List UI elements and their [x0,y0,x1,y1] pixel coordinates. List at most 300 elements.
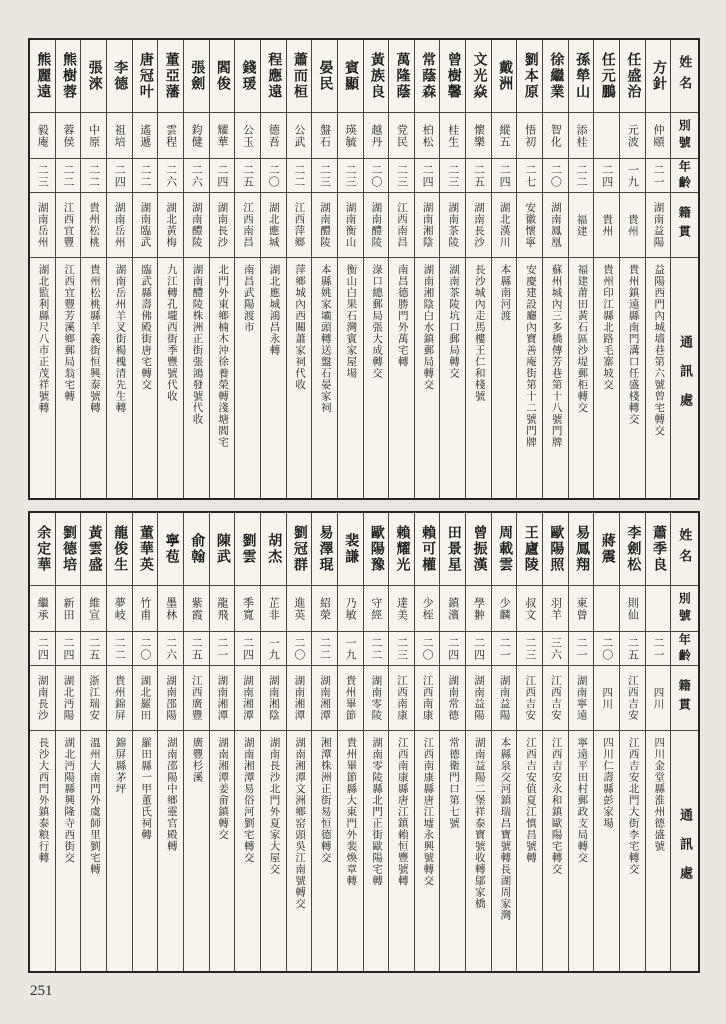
person-column [363,513,389,971]
person-native [594,193,619,258]
person-age [440,159,465,193]
person-age [440,632,465,666]
person-address-text: 貴州畢節縣大東門外裴煥章轉 [345,737,357,887]
person-alias [569,586,594,632]
person-alias-text: 耀華 [215,123,228,148]
person-name [543,40,568,113]
person-address [261,731,286,971]
header-native-label-text: 籍貫 [677,206,692,244]
person-column [55,40,81,498]
person-native-text: 貴州 [626,213,638,237]
person-age-text: 一九 [267,636,280,661]
person-alias [543,113,568,159]
person-age-text: 二〇 [292,636,305,661]
person-age [517,632,542,666]
person-name-text: 蕭季良 [651,525,667,573]
person-name [235,40,260,113]
person-native-text: 貴州畢節 [344,675,356,721]
person-address-text: 湖南益陽二堡祥泰寶號收轉鄔家橋 [473,737,485,910]
person-age-text: 二七 [523,163,536,188]
person-address [261,258,286,498]
person-native [620,666,645,731]
person-address-text: 湖南湘潭易俗河劉宅轉交 [242,737,254,864]
person-column [337,513,363,971]
person-age-text: 二四 [61,636,74,661]
person-address [466,258,491,498]
person-native-text: 安徽懷寧 [524,202,536,248]
directory-table-top [28,38,700,500]
person-alias-text: 公玉 [241,123,254,148]
person-name [389,513,414,586]
person-column [439,40,465,498]
header-column [670,513,698,971]
person-name-text: 熊樹蓉 [60,52,76,100]
header-address-label [671,258,698,498]
person-name-text: 易澤琨 [317,525,333,573]
person-age-text: 二四 [472,636,485,661]
person-column [542,40,568,498]
person-name-text: 唐冠叶 [137,52,153,100]
person-name [440,40,465,113]
person-name [338,40,363,113]
person-alias [543,586,568,632]
person-alias-text: 鎮濱 [446,596,459,621]
person-name-text: 余定華 [35,525,51,573]
person-age [466,632,491,666]
person-age [30,159,55,193]
person-name [620,40,645,113]
person-alias [261,113,286,159]
person-native-text: 湖南岳州 [113,202,125,248]
header-address-label-text: 通訊處 [677,334,693,422]
header-native-label [671,193,698,258]
person-native [210,193,235,258]
person-address [389,258,414,498]
person-address-text: 寧遠平田村郵政支局轉交 [576,737,588,864]
person-name [338,513,363,586]
person-name [517,513,542,586]
person-address [158,731,183,971]
person-native-text: 江西宜豐 [62,202,74,248]
person-name [517,40,542,113]
person-alias-text: 桂生 [446,123,459,148]
person-alias [594,113,619,159]
person-address [389,731,414,971]
person-name-text: 董華英 [137,525,153,573]
person-address-text: 湖北沔陽縣興隆寺西街交 [63,737,75,864]
header-native-label-text: 籍貫 [677,679,692,717]
person-native [569,193,594,258]
person-alias-text: 達美 [395,596,408,621]
person-name [287,40,312,113]
header-alias-label-text: 別號 [677,591,692,626]
person-age-text: 二一 [652,163,665,188]
person-age [646,632,671,666]
person-address-text: 湖南岳州羊叉街楊槐清先生轉 [114,264,126,414]
person-age-text: 二三 [395,636,408,661]
person-address [30,731,55,971]
person-name-text: 劉本原 [522,52,538,100]
person-native [440,193,465,258]
person-name-text: 任盛治 [625,52,641,100]
person-native [569,666,594,731]
person-name-text: 賴可權 [420,525,436,573]
person-address-text: 四川仁壽縣彭家場 [601,737,613,829]
person-address [466,731,491,971]
person-age-text: 二一 [575,636,588,661]
person-alias [646,586,671,632]
person-age-text: 二四 [498,163,511,188]
person-alias-text: 學翀 [472,596,485,621]
person-address [492,258,517,498]
person-age [210,632,235,666]
person-age [312,159,337,193]
person-name [594,40,619,113]
person-address [364,731,389,971]
person-name-text: 李劍松 [625,525,641,573]
person-age-text: 二二 [292,163,305,188]
person-age-text: 二四 [36,636,49,661]
person-address [569,731,594,971]
header-address-label [671,731,698,971]
person-address [620,258,645,498]
header-address-label-text: 通訊處 [677,807,693,895]
person-age [30,632,55,666]
header-age-label-text: 年齡 [677,159,692,192]
page-number: 251 [30,983,53,999]
person-native-text: 江西南昌 [395,202,407,248]
header-name-label [671,513,698,586]
person-address-text: 廣豐杉溪 [191,737,203,783]
person-alias-text: 添桂 [575,123,588,148]
person-name-text: 龍俊生 [112,525,128,573]
person-address [133,258,158,498]
person-address-text: 江西吉安北門大街李宅轉交 [627,737,639,875]
person-column [209,40,235,498]
person-alias [312,113,337,159]
person-age-text: 二一 [652,636,665,661]
person-alias [107,113,132,159]
person-age [56,159,81,193]
person-column [439,513,465,971]
person-name-text: 易鳳翔 [574,525,590,573]
person-column [645,513,671,971]
person-age [158,632,183,666]
person-age-text: 二二 [318,636,331,661]
person-column [132,40,158,498]
person-native [184,666,209,731]
person-age-text: 二三 [318,163,331,188]
person-address [56,258,81,498]
person-native [158,193,183,258]
person-alias-text: 党民 [395,123,408,148]
person-address-text: 安慶建設廳內寶善庵街第十二號門牌 [525,264,537,448]
person-address-text: 南昌武陽渡市 [242,264,254,333]
person-native [415,666,440,731]
person-age-text: 二二 [575,163,588,188]
person-alias-text: 芷非 [267,596,280,621]
header-name-label-text: 姓名 [677,528,693,570]
person-column [645,40,671,498]
person-age-text: 二〇 [138,636,151,661]
person-age-text: 三六 [549,636,562,661]
person-address [492,731,517,971]
person-alias [389,586,414,632]
person-native-text: 湖南湘潭 [293,675,305,721]
person-alias [594,586,619,632]
person-native-text: 湖北羅田 [139,675,151,721]
person-age-text: 二四 [446,636,459,661]
person-name [30,513,55,586]
person-native-text: 湖南湘潭 [319,675,331,721]
person-name-text: 晏民 [317,60,333,92]
person-column [80,40,106,498]
person-name-text: 賓顯 [343,60,359,92]
person-native [364,666,389,731]
person-address-text: 長沙大西門外鎮泰粮行轉 [37,737,49,864]
person-column [516,513,542,971]
person-column [465,40,491,498]
person-name-text: 萬隆蔭 [394,52,410,100]
person-native [620,193,645,258]
person-alias-text: 季寬 [241,596,254,621]
person-address-text: 湖南零陵縣北門正街歐陽宅轉 [371,737,383,887]
person-name-text: 俞翰 [189,533,205,565]
person-column [388,513,414,971]
person-alias-text: 紹榮 [318,596,331,621]
person-column [414,513,440,971]
person-name-text: 錢瑗 [240,60,256,92]
person-age [235,159,260,193]
person-name-text: 田景星 [445,525,461,573]
person-native-text: 湖南岳州 [36,202,48,248]
person-address-text: 湖南邵陽中鄉靈官殿轉 [165,737,177,852]
person-native-text: 湖南邵陽 [165,675,177,721]
person-alias-text: 祖培 [113,123,126,148]
person-column [363,40,389,498]
person-native [235,193,260,258]
person-name [287,513,312,586]
person-alias-text: 墨林 [164,596,177,621]
person-name [30,40,55,113]
person-column [30,40,55,498]
person-native [107,193,132,258]
person-address [517,731,542,971]
person-age-text: 二三 [344,163,357,188]
person-name-text: 戴洲 [497,60,513,92]
person-native [158,666,183,731]
person-native-text: 湖南零陵 [370,675,382,721]
header-alias-label-text: 別號 [677,118,692,153]
person-address [338,731,363,971]
person-age-text: 二五 [472,163,485,188]
person-native [287,666,312,731]
person-age-text: 二〇 [421,636,434,661]
person-address-text: 貴州印江縣北路毛寨坡交 [601,264,613,391]
person-alias-text: 東曾 [575,596,588,621]
person-name-text: 裴謙 [343,533,359,565]
person-column [311,513,337,971]
person-age-text: 二六 [164,636,177,661]
person-age-text: 一九 [626,163,639,188]
person-name-text: 孫犖山 [574,52,590,100]
person-age-text: 二六 [164,163,177,188]
person-native-text: 湖南常德 [447,675,459,721]
person-address [287,258,312,498]
person-age [338,632,363,666]
person-alias [158,113,183,159]
person-age [81,632,106,666]
person-age-text: 二四 [241,636,254,661]
person-age [287,159,312,193]
person-native-text: 湖南長沙 [216,202,228,248]
person-native-text: 湖北黃梅 [165,202,177,248]
person-age [364,632,389,666]
person-column [414,40,440,498]
person-name-text: 常蔭森 [420,52,436,100]
person-alias-text: 越丹 [369,123,382,148]
person-age [620,159,645,193]
person-native [517,193,542,258]
person-column [542,513,568,971]
person-address-text: 湖南湘陰白水鎮郵局轉交 [422,264,434,391]
person-alias [389,113,414,159]
person-address [210,258,235,498]
person-age [620,632,645,666]
person-alias [646,113,671,159]
person-native [415,193,440,258]
person-age [415,159,440,193]
person-address-text: 湖北監利縣尺八市正茂祥號轉 [37,264,49,414]
person-column [568,513,594,971]
person-native [56,666,81,731]
person-native-text: 湖南湘陰 [267,675,279,721]
person-alias [338,586,363,632]
person-native-text: 湖南長沙 [472,202,484,248]
person-age-text: 二五 [190,636,203,661]
person-address [440,258,465,498]
person-alias [517,113,542,159]
person-address-text: 臨武縣壽佛殿街唐宅轉交 [140,264,152,391]
person-address [210,731,235,971]
person-address [184,258,209,498]
person-native [312,666,337,731]
person-column [183,513,209,971]
person-name [184,513,209,586]
person-alias [415,113,440,159]
person-address-text: 湖南長沙北門外夏家大屋交 [268,737,280,875]
person-alias [492,586,517,632]
person-address [81,731,106,971]
header-name-label [671,40,698,113]
person-alias-text: 龍飛 [215,596,228,621]
header-column [670,40,698,498]
person-age [517,159,542,193]
person-alias-text: 繼承 [36,596,49,621]
person-age [646,159,671,193]
person-name-text: 黃族良 [368,52,384,100]
person-name [364,40,389,113]
person-alias-text: 進英 [292,596,305,621]
person-address-text: 錦屏縣茅坪 [114,737,126,795]
person-address [235,731,260,971]
person-age-text: 二二 [138,163,151,188]
person-alias-text: 雲程 [164,123,177,148]
person-native-text: 江西南康 [421,675,433,721]
person-age [210,159,235,193]
person-name [184,40,209,113]
person-column [619,40,645,498]
person-column [465,513,491,971]
person-age [543,632,568,666]
person-native-text: 江西萍鄉 [293,202,305,248]
person-address [338,258,363,498]
person-age-text: 二五 [241,163,254,188]
person-name [466,513,491,586]
person-age [287,632,312,666]
person-column [183,40,209,498]
person-name-text: 曾振漢 [471,525,487,573]
person-age [569,632,594,666]
person-address [543,258,568,498]
person-address [81,258,106,498]
person-alias-text: 乃敏 [344,596,357,621]
person-name-text: 黃雲盛 [86,525,102,573]
person-name-text: 劉冠群 [291,525,307,573]
person-age [364,159,389,193]
person-name [364,513,389,586]
person-name-text: 閻俊 [214,60,230,92]
person-age-text: 二四 [600,163,613,188]
person-native [517,666,542,731]
person-native-text: 湖南臨武 [139,202,151,248]
person-column [157,513,183,971]
person-native [364,193,389,258]
person-name [107,513,132,586]
person-address [646,731,671,971]
person-address-text: 衡山白果石灣賓家屋場 [345,264,357,379]
person-name-text: 徐繼業 [548,52,564,100]
person-address [440,731,465,971]
person-alias [158,586,183,632]
person-age-text: 二二 [61,163,74,188]
person-alias-text: 瑛毓 [344,123,357,148]
person-address [517,258,542,498]
person-native-text: 湖南醴陵 [370,202,382,248]
person-native [81,666,106,731]
person-name [543,513,568,586]
header-alias-label [671,586,698,632]
person-native [646,193,671,258]
person-native-text: 湖南鳳凰 [549,202,561,248]
person-alias [133,586,158,632]
person-native-text: 江西廣豐 [190,675,202,721]
person-address-text: 長沙城內走馬樓王仁和棧號 [473,264,485,402]
person-name-text: 董亞藩 [163,52,179,100]
person-native-text: 湖南湘潭 [242,675,254,721]
person-age [81,159,106,193]
person-address [56,731,81,971]
person-name-text: 劉雲 [240,533,256,565]
person-age-text: 二〇 [267,163,280,188]
person-native-text: 江西吉安 [549,675,561,721]
person-address-text: 貴州松桃縣羊義街恒興泰號轉 [88,264,100,414]
person-column [491,513,517,971]
person-name [261,40,286,113]
person-alias [517,586,542,632]
person-native-text: 湖南益陽 [652,202,664,248]
person-alias-text: 紫霞 [190,596,203,621]
